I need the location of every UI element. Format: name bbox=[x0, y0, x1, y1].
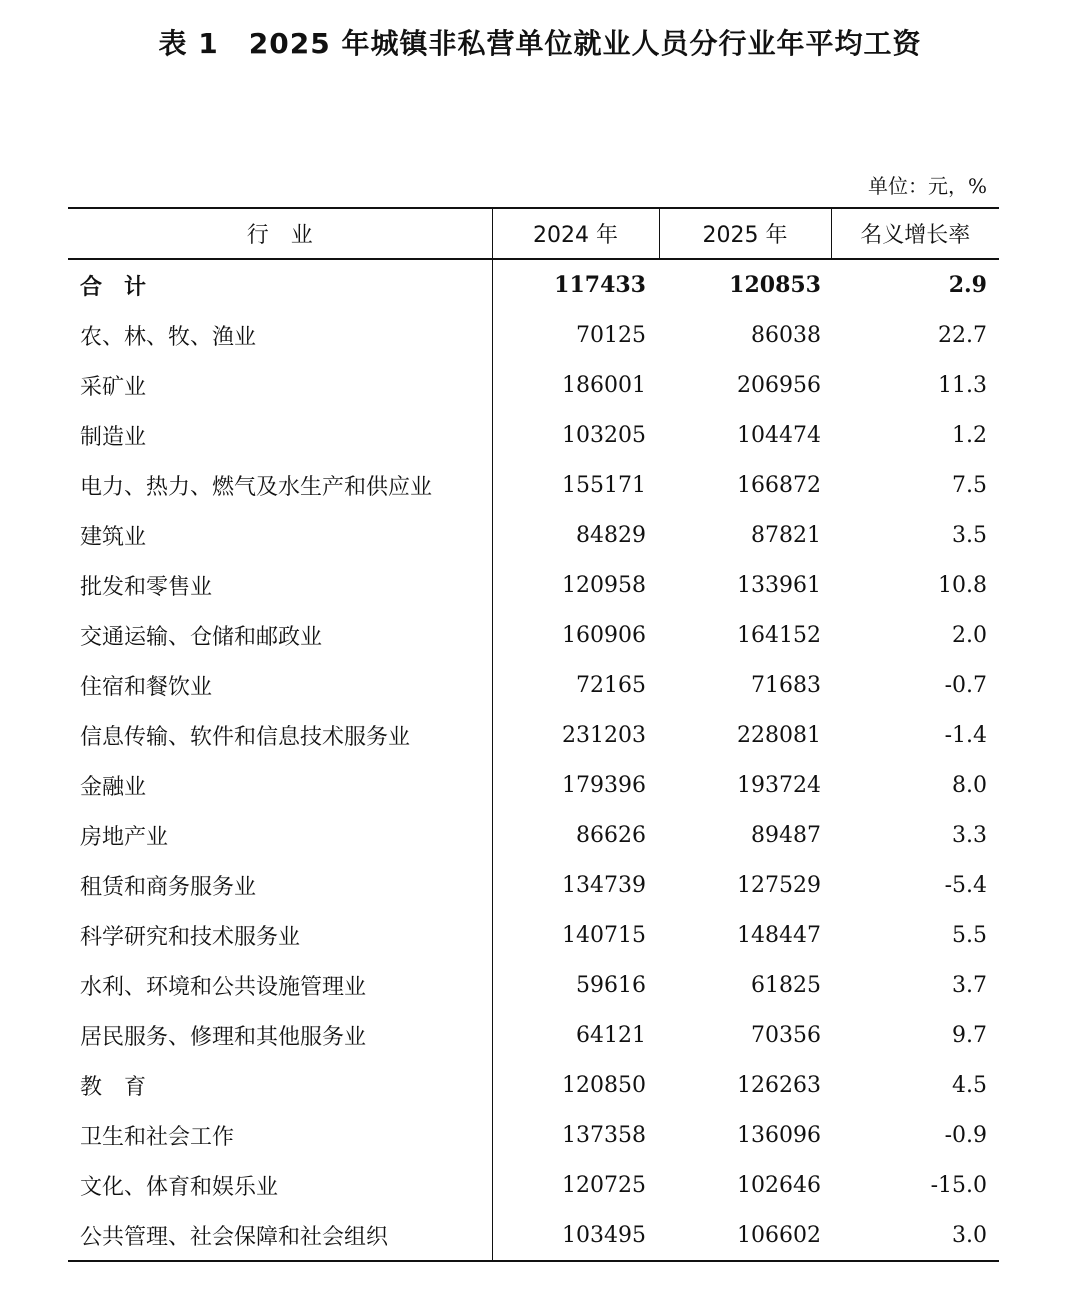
wage-2024-cell: 160906 bbox=[562, 622, 646, 648]
industry-cell: 批发和零售业 bbox=[68, 560, 492, 610]
growth-rate-cell: 8.0 bbox=[952, 772, 987, 798]
industry-cell: 公共管理、社会保障和社会组织 bbox=[68, 1210, 492, 1261]
wage-2025-cell: 102646 bbox=[737, 1172, 821, 1198]
wage-2024-cell: 70125 bbox=[576, 322, 646, 348]
wage-table bbox=[68, 207, 999, 1262]
table-row bbox=[68, 1210, 999, 1261]
table-row bbox=[68, 960, 999, 1010]
header-2024: 2024 年 bbox=[492, 208, 659, 259]
header-row bbox=[68, 208, 999, 259]
growth-rate-cell: -0.9 bbox=[944, 1122, 987, 1148]
wage-2025-cell: 206956 bbox=[737, 372, 821, 398]
header-2025: 2025 年 bbox=[659, 208, 831, 259]
table-row bbox=[68, 460, 999, 510]
wage-2024-cell: 179396 bbox=[562, 772, 646, 798]
wage-2025-cell: 104474 bbox=[737, 422, 821, 448]
header-growth: 名义增长率 bbox=[831, 208, 999, 259]
table-row bbox=[68, 760, 999, 810]
growth-rate-cell: 1.2 bbox=[952, 422, 987, 448]
industry-cell: 合 计 bbox=[68, 259, 492, 310]
wage-2024-cell: 134739 bbox=[562, 872, 646, 898]
wage-2025-cell: 71683 bbox=[751, 672, 821, 698]
industry-cell: 电力、热力、燃气及水生产和供应业 bbox=[68, 460, 492, 510]
table-row bbox=[68, 510, 999, 560]
industry-cell: 教 育 bbox=[68, 1060, 492, 1110]
table-row bbox=[68, 1010, 999, 1060]
wage-2025-cell: 164152 bbox=[737, 622, 821, 648]
wage-2025-cell: 193724 bbox=[737, 772, 821, 798]
table-row bbox=[68, 310, 999, 360]
wage-2024-cell: 120725 bbox=[562, 1172, 646, 1198]
industry-cell: 水利、环境和公共设施管理业 bbox=[68, 960, 492, 1010]
growth-rate-cell: -5.4 bbox=[944, 872, 987, 898]
industry-cell: 房地产业 bbox=[68, 810, 492, 860]
table-row bbox=[68, 810, 999, 860]
table-title-text: 2025 年城镇非私营单位就业人员分行业年平均工资 bbox=[248, 27, 922, 60]
wage-2024-cell: 117433 bbox=[554, 272, 646, 298]
wage-2024-cell: 120850 bbox=[562, 1072, 646, 1098]
growth-rate-cell: 3.3 bbox=[952, 822, 987, 848]
table-row bbox=[68, 860, 999, 910]
wage-2024-cell: 186001 bbox=[562, 372, 646, 398]
wage-2025-cell: 70356 bbox=[751, 1022, 821, 1048]
wage-2024-cell: 72165 bbox=[576, 672, 646, 698]
industry-cell: 采矿业 bbox=[68, 360, 492, 410]
wage-2024-cell: 120958 bbox=[562, 572, 646, 598]
industry-cell: 住宿和餐饮业 bbox=[68, 660, 492, 710]
table-title bbox=[0, 22, 1080, 62]
table-row bbox=[68, 1110, 999, 1160]
industry-cell: 文化、体育和娱乐业 bbox=[68, 1160, 492, 1210]
industry-cell: 居民服务、修理和其他服务业 bbox=[68, 1010, 492, 1060]
growth-rate-cell: 9.7 bbox=[952, 1022, 987, 1048]
wage-2025-cell: 127529 bbox=[737, 872, 821, 898]
growth-rate-cell: 2.0 bbox=[952, 622, 987, 648]
unit-note: 单位：元，% bbox=[867, 174, 987, 198]
wage-2024-cell: 86626 bbox=[576, 822, 646, 848]
growth-rate-cell: 10.8 bbox=[938, 572, 987, 598]
growth-rate-cell: 11.3 bbox=[938, 372, 987, 398]
table-row bbox=[68, 910, 999, 960]
wage-2025-cell: 166872 bbox=[737, 472, 821, 498]
table-row bbox=[68, 1160, 999, 1210]
industry-cell: 租赁和商务服务业 bbox=[68, 860, 492, 910]
industry-cell: 信息传输、软件和信息技术服务业 bbox=[68, 710, 492, 760]
industry-cell: 卫生和社会工作 bbox=[68, 1110, 492, 1160]
table-number: 表 1 bbox=[158, 27, 219, 60]
growth-rate-cell: -15.0 bbox=[930, 1172, 987, 1198]
wage-2024-cell: 155171 bbox=[562, 472, 646, 498]
table-body bbox=[68, 259, 999, 1261]
wage-2024-cell: 64121 bbox=[576, 1022, 646, 1048]
wage-2025-cell: 87821 bbox=[751, 522, 821, 548]
industry-cell: 制造业 bbox=[68, 410, 492, 460]
industry-cell: 农、林、牧、渔业 bbox=[68, 310, 492, 360]
industry-cell: 金融业 bbox=[68, 760, 492, 810]
table-row bbox=[68, 660, 999, 710]
wage-2025-cell: 228081 bbox=[737, 722, 821, 748]
total-row bbox=[68, 259, 999, 310]
growth-rate-cell: 7.5 bbox=[952, 472, 987, 498]
industry-cell: 科学研究和技术服务业 bbox=[68, 910, 492, 960]
wage-2024-cell: 103495 bbox=[492, 1210, 659, 1261]
wage-2024-cell: 59616 bbox=[576, 972, 646, 998]
growth-rate-cell: 3.5 bbox=[952, 522, 987, 548]
industry-cell: 交通运输、仓储和邮政业 bbox=[68, 610, 492, 660]
table-row bbox=[68, 410, 999, 460]
wage-2025-cell: 89487 bbox=[751, 822, 821, 848]
growth-rate-cell: 22.7 bbox=[938, 322, 987, 348]
wage-2025-cell: 148447 bbox=[737, 922, 821, 948]
wage-2025-cell: 126263 bbox=[737, 1072, 821, 1098]
growth-rate-cell: 4.5 bbox=[952, 1072, 987, 1098]
growth-rate-cell: 5.5 bbox=[952, 922, 987, 948]
growth-rate-cell: -1.4 bbox=[944, 722, 987, 748]
table-row bbox=[68, 560, 999, 610]
wage-2025-cell: 133961 bbox=[737, 572, 821, 598]
wage-2025-cell: 61825 bbox=[751, 972, 821, 998]
wage-2024-cell: 103205 bbox=[562, 422, 646, 448]
table-row bbox=[68, 710, 999, 760]
table-row bbox=[68, 360, 999, 410]
table-row bbox=[68, 1060, 999, 1110]
wage-2024-cell: 84829 bbox=[576, 522, 646, 548]
industry-cell: 建筑业 bbox=[68, 510, 492, 560]
growth-rate-cell: 3.0 bbox=[831, 1210, 999, 1261]
header-industry: 行 业 bbox=[68, 208, 492, 259]
table-row bbox=[68, 610, 999, 660]
wage-2025-cell: 106602 bbox=[659, 1210, 831, 1261]
wage-2024-cell: 231203 bbox=[562, 722, 646, 748]
wage-2024-cell: 140715 bbox=[562, 922, 646, 948]
wage-2025-cell: 120853 bbox=[729, 272, 821, 298]
wage-2025-cell: 86038 bbox=[751, 322, 821, 348]
wage-2024-cell: 137358 bbox=[562, 1122, 646, 1148]
wage-2025-cell: 136096 bbox=[737, 1122, 821, 1148]
growth-rate-cell: -0.7 bbox=[944, 672, 987, 698]
growth-rate-cell: 3.7 bbox=[952, 972, 987, 998]
growth-rate-cell: 2.9 bbox=[948, 272, 987, 298]
